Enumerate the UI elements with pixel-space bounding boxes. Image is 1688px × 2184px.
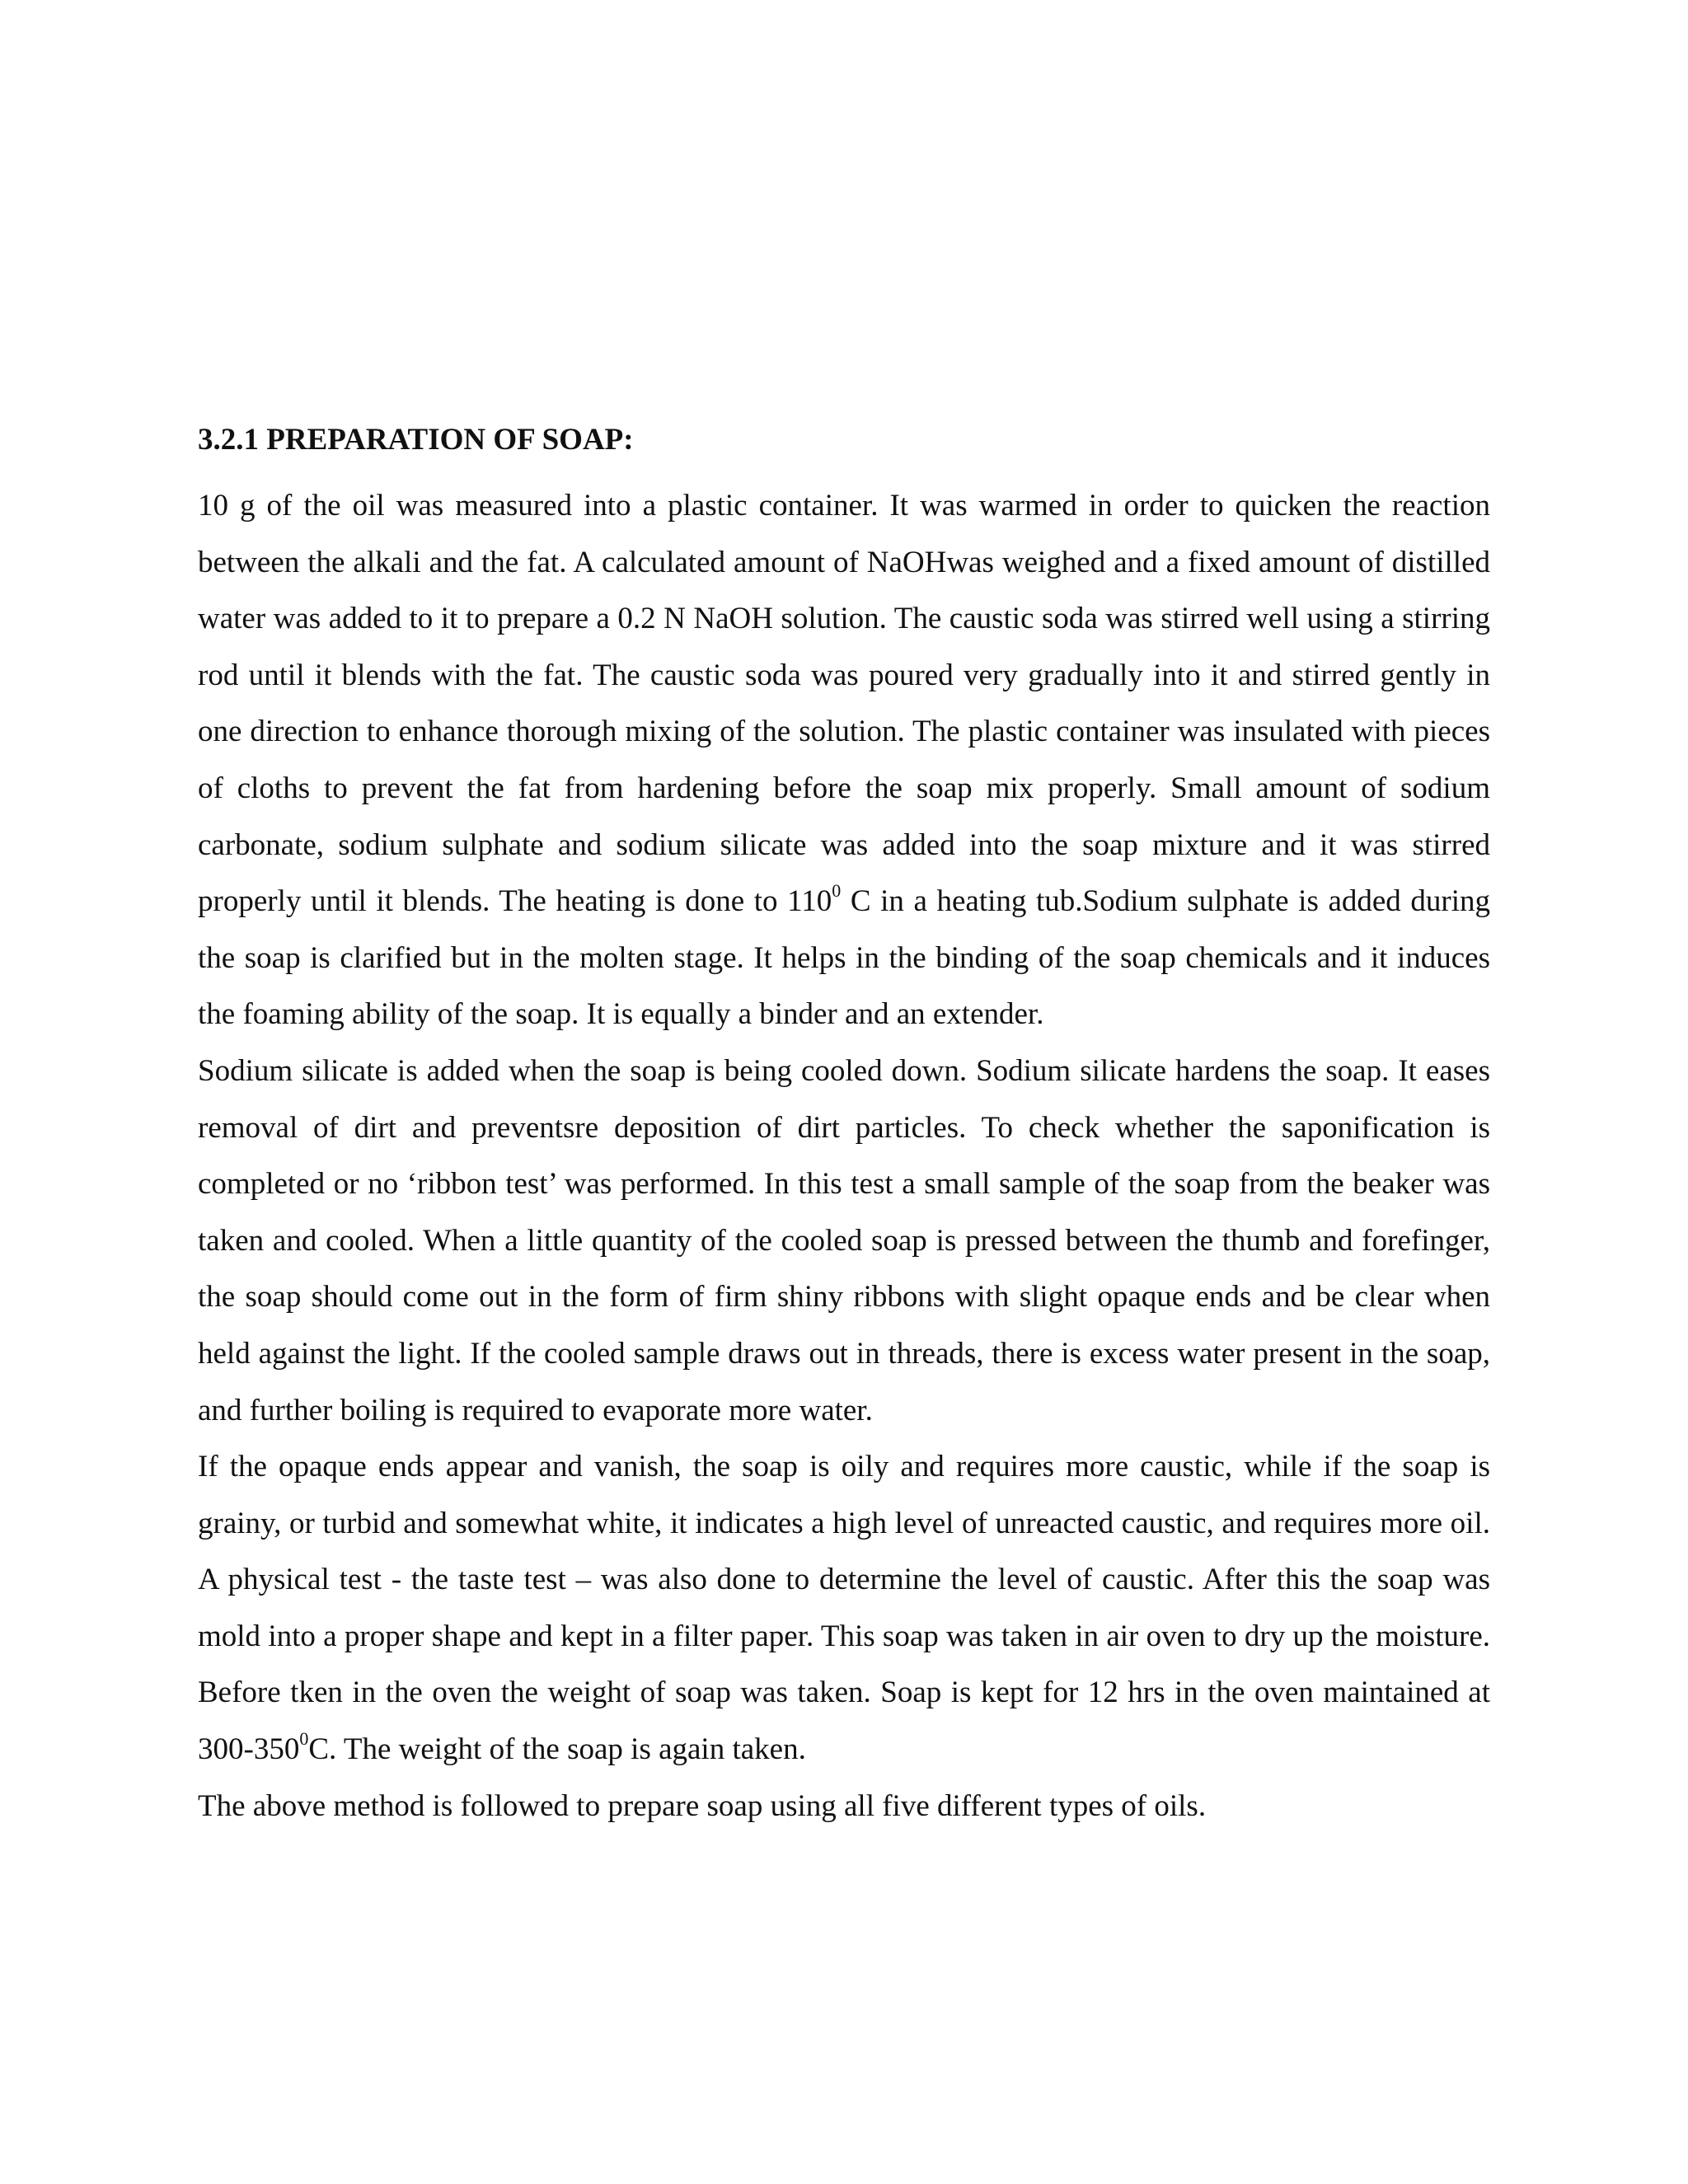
paragraph-sodium-silicate: Sodium silicate is added when the soap is being cooled down. Sodium silicate hardens the soap. It eases removal of dirt and preventsre deposition of dirt particles. To check whether the saponification is completed or no ‘ribbon test’ was performed. In this test a small sample of the soap from the beaker was taken and cooled. When a little quantity of the cooled soap is pressed between the thumb and forefinger, the soap should come out in the form of firm shiny ribbons with slight opaque ends and be clear when held against the light. If the cooled sample draws out in threads, there is excess water present in the soap, and further boiling is required to evaporate more water. [198, 1053, 1490, 1427]
paragraph-text: 10 g of the oil was measured into a plastic container. It was warmed in order to quicken the reaction between the alkali and the fat. A calculated amount of NaOHwas weighed and a fixed amount of distilled water was added to it to prepare a 0.2 N NaOH solution. The caustic soda was stirred well using a stirring rod until it blends with the fat. The caustic soda was poured very gradually into it and stirred gently in one direction to enhance thorough mixing of the solution. The plastic container was insulated with pieces of cloths to prevent the fat from hardening before the soap mix properly. Small amount of sodium carbonate, sodium sulphate and sodium silicate was added into the soap mixture and it was stirred properly until it blends. The heating is done to 110 [198, 489, 1490, 919]
paragraph-method-note: The above method is followed to prepare soap using all five different types of oils. [198, 1788, 1207, 1823]
paragraph-opaque-ends [198, 1439, 1490, 1779]
paragraph-soap-preparation [198, 478, 1490, 1043]
paragraph-text: C in a heating tub.Sodium sulphate is added during the soap is clarified but in the molten stage. It helps in the binding of the soap chemicals and it induces the foaming ability of the soap. It is equally a binder and an extender. [198, 884, 1490, 1032]
paragraph-text: C. The weight of the soap is again taken. [308, 1732, 806, 1767]
section-heading: 3.2.1 PREPARATION OF SOAP: [198, 423, 634, 457]
superscript-degree: 0 [832, 879, 842, 901]
paragraph-text: If the opaque ends appear and vanish, the soap is oily and requires more caustic, while if the soap is grainy, or turbid and somewhat white, it indicates a high level of unreacted caustic, and requires more oil. A physical test - the taste test – was also done to determine the level of caustic. After this the soap was mold into a proper shape and kept in a filter paper. This soap was taken in air oven to dry up the moisture. Before tken in the oven the weight of soap was taken. Soap is kept for 12 hrs in the oven maintained at 300-350 [198, 1450, 1490, 1767]
superscript-degree: 0 [299, 1727, 309, 1749]
document-page [198, 422, 1490, 1835]
